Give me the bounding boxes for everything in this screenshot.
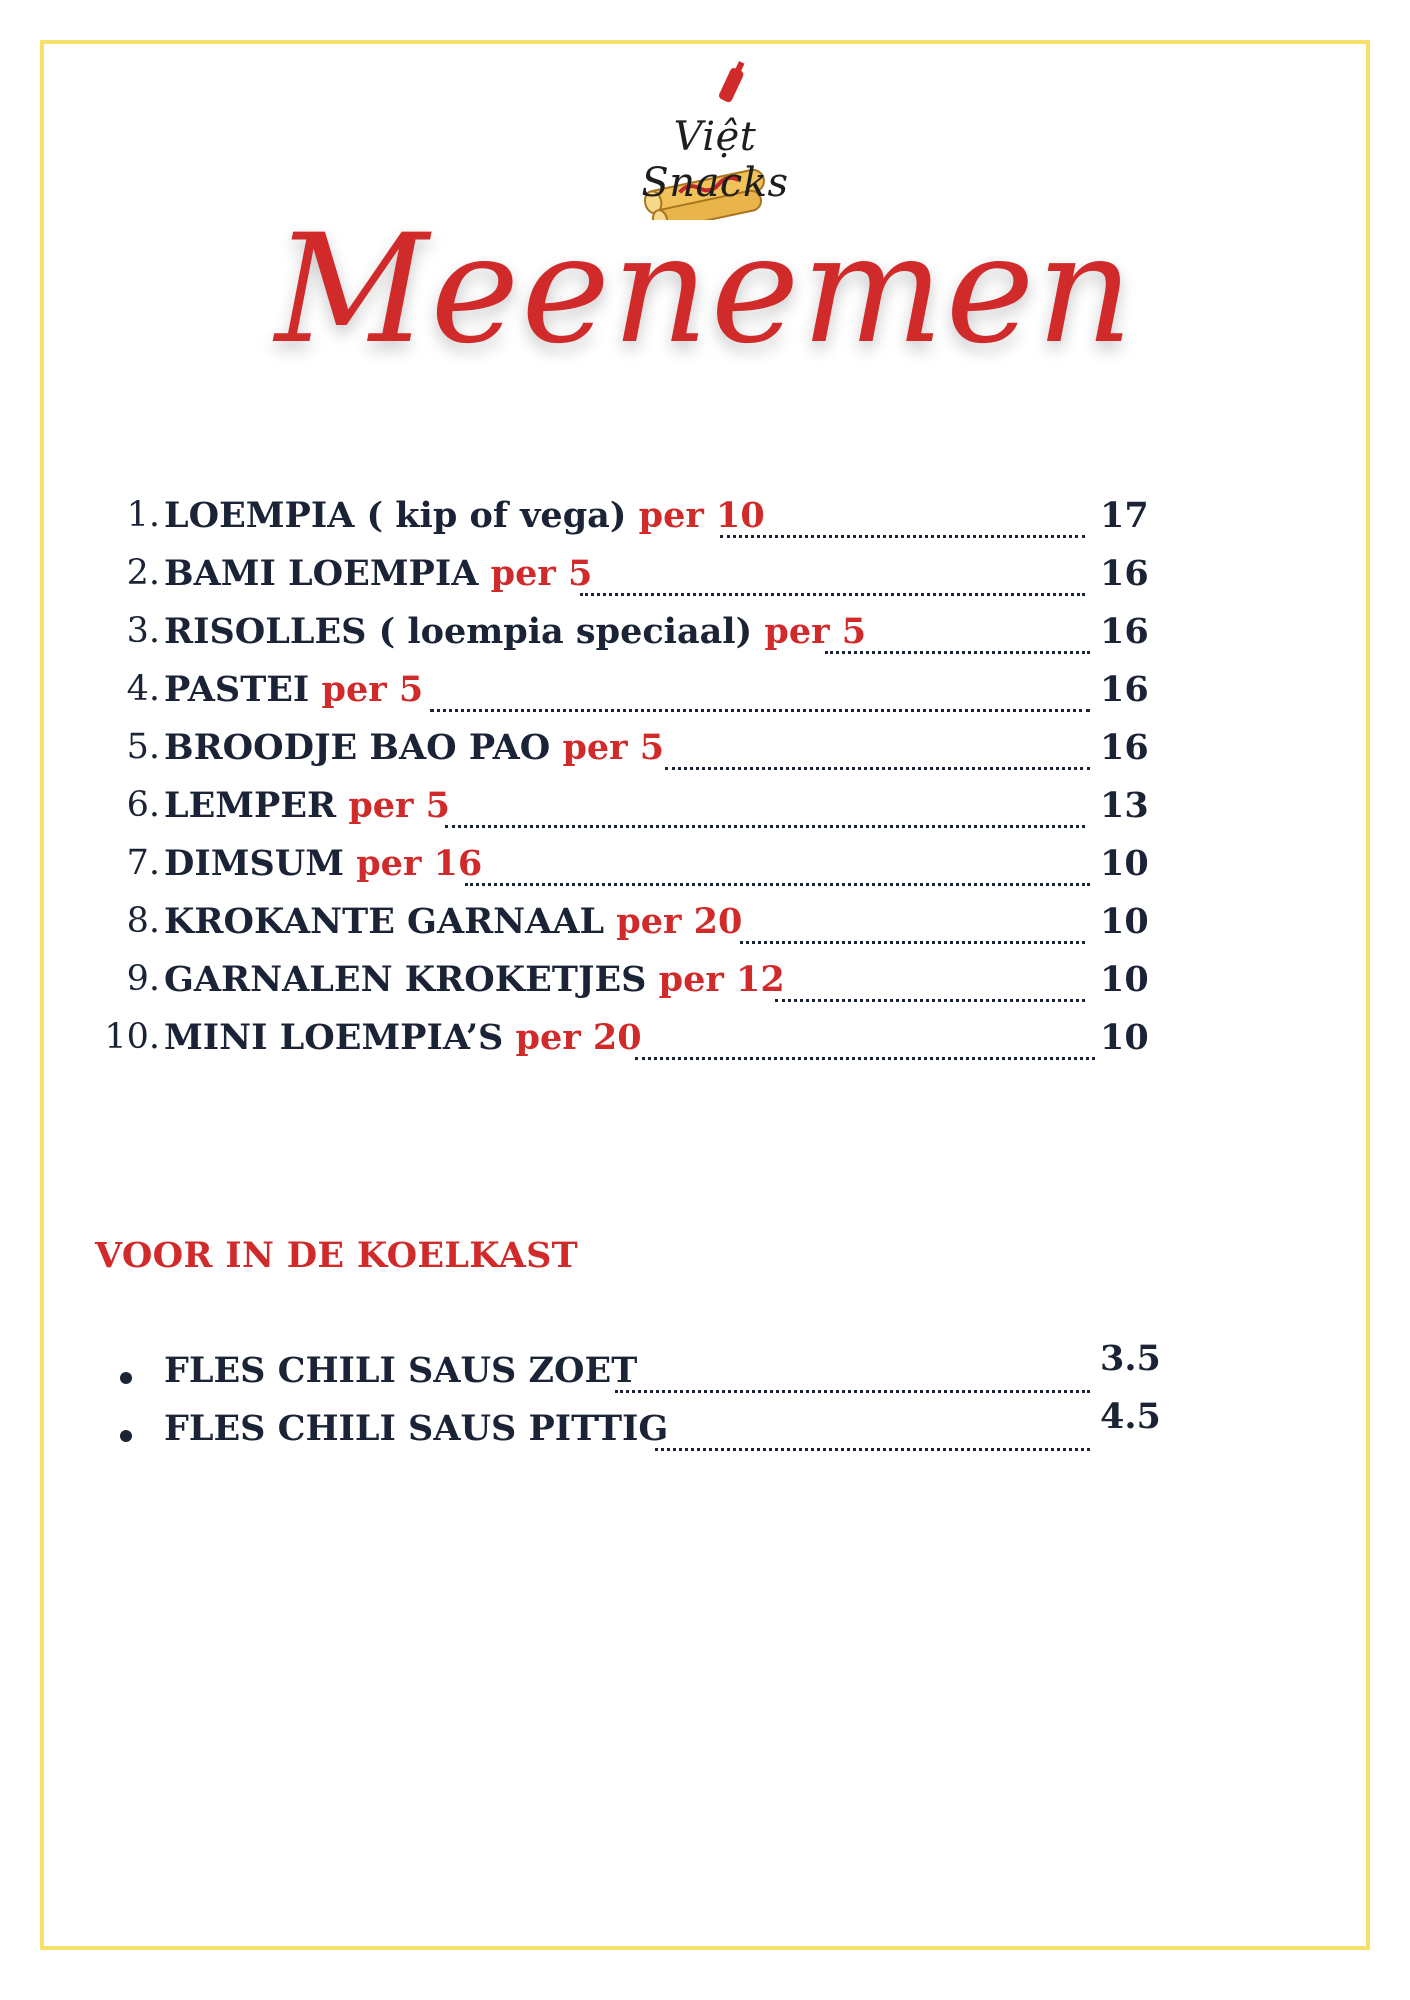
page-title: Meenemen <box>274 203 1136 377</box>
item-quantity: per 12 <box>658 959 785 1000</box>
menu-item <box>100 669 1150 727</box>
item-quantity: per 20 <box>515 1017 642 1058</box>
item-quantity: per 5 <box>764 611 867 652</box>
leader-dots <box>740 933 1085 944</box>
item-name: PASTEI <box>164 669 310 710</box>
item-number: 5. <box>126 727 160 767</box>
item-price: 17 <box>1100 495 1149 536</box>
item-quantity: per 5 <box>348 785 451 826</box>
leader-dots <box>445 817 1085 828</box>
leader-dots <box>615 1382 1090 1393</box>
item-name: BROODJE BAO PAO <box>164 727 551 768</box>
item-price: 10 <box>1100 1017 1149 1058</box>
item-quantity: per 5 <box>321 669 424 710</box>
item-number: 10. <box>104 1017 160 1057</box>
item-name: KROKANTE GARNAAL <box>164 901 605 942</box>
bullet-icon <box>120 1372 132 1384</box>
item-number: 7. <box>126 843 160 883</box>
list-item <box>100 1396 1161 1466</box>
menu-item <box>100 785 1150 843</box>
item-number: 2. <box>126 553 160 593</box>
menu-item <box>100 611 1150 669</box>
leader-dots <box>635 1049 1095 1060</box>
item-price: 10 <box>1100 959 1149 1000</box>
item-quantity: per 5 <box>490 553 593 594</box>
item-quantity: per 16 <box>356 843 483 884</box>
item-name: GARNALEN KROKETJES <box>164 959 647 1000</box>
menu-item <box>100 727 1150 785</box>
leader-dots <box>465 875 1090 886</box>
item-number: 9. <box>126 959 160 999</box>
item-name: BAMI LOEMPIA <box>164 553 479 594</box>
item-price: 10 <box>1100 901 1149 942</box>
item-number: 1. <box>126 495 160 535</box>
item-number: 3. <box>126 611 160 651</box>
item-price: 16 <box>1100 669 1149 710</box>
menu-item <box>100 1017 1150 1075</box>
item-quantity: per 10 <box>638 495 765 536</box>
item-price: 13 <box>1100 785 1149 826</box>
item-name: MINI LOEMPIA’S <box>164 1017 504 1058</box>
item-name: LEMPER <box>164 785 337 826</box>
bullet-icon <box>120 1430 132 1442</box>
item-name: LOEMPIA ( kip of vega) <box>164 495 627 536</box>
item-number: 6. <box>126 785 160 825</box>
item-name: FLES CHILI SAUS ZOET <box>164 1350 638 1391</box>
item-price: 10 <box>1100 843 1149 884</box>
leader-dots <box>825 643 1090 654</box>
item-price: 16 <box>1100 727 1149 768</box>
menu-item <box>100 959 1150 1017</box>
item-quantity: per 5 <box>562 727 665 768</box>
item-price: 16 <box>1100 611 1149 652</box>
menu-item <box>100 901 1150 959</box>
leader-dots <box>775 991 1085 1002</box>
leader-dots <box>720 527 1085 538</box>
item-price: 3.5 <box>1100 1338 1161 1379</box>
menu-item <box>100 495 1150 553</box>
menu-item <box>100 843 1150 901</box>
list-item <box>100 1338 1161 1408</box>
fridge-section-heading: VOOR IN DE KOELKAST <box>95 1235 578 1276</box>
leader-dots <box>580 585 1085 596</box>
menu-item <box>100 553 1150 611</box>
viet-snacks-logo <box>600 60 830 220</box>
leader-dots <box>430 701 1090 712</box>
item-name: RISOLLES ( loempia speciaal) <box>164 611 753 652</box>
item-number: 4. <box>126 669 160 709</box>
item-quantity: per 20 <box>616 901 743 942</box>
item-name: FLES CHILI SAUS PITTIG <box>164 1408 669 1449</box>
logo-text: Việt Snacks <box>641 114 789 206</box>
leader-dots <box>665 759 1090 770</box>
item-number: 8. <box>126 901 160 941</box>
leader-dots <box>655 1440 1090 1451</box>
item-price: 16 <box>1100 553 1149 594</box>
item-name: DIMSUM <box>164 843 345 884</box>
item-price: 4.5 <box>1100 1396 1161 1437</box>
